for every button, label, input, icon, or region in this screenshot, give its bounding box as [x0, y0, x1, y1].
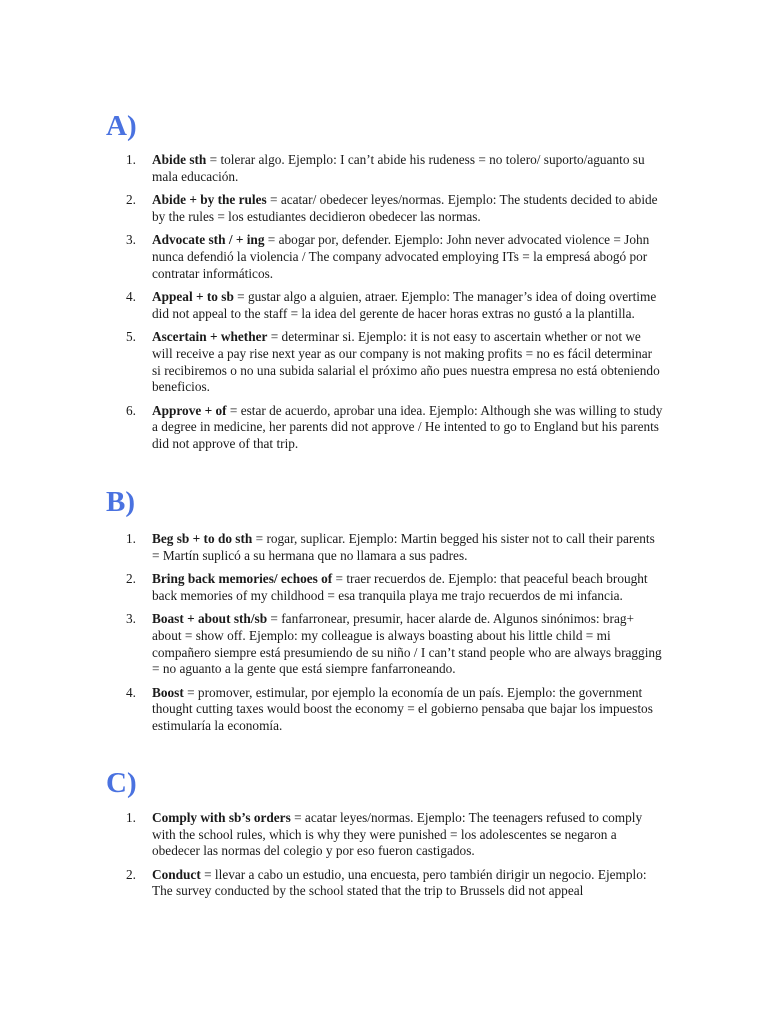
term: Abide + by the rules — [152, 192, 267, 208]
term: Approve + of — [152, 402, 227, 418]
list-item — [0, 685, 768, 735]
definition-list — [0, 531, 768, 742]
definition: = acatar leyes/normas. Ejemplo: The teenagers refused to comply with the school rules, which is why they were punished = los adolescentes se negaron a obedecer las normas del colegio y por eso fueron castigados. — [152, 810, 643, 859]
item-number: 1. — [126, 152, 136, 167]
item-number: 4. — [126, 289, 136, 305]
item-number: 5. — [126, 329, 136, 345]
term: Beg sb + to do sth — [152, 531, 253, 546]
section-heading: C) — [106, 767, 137, 799]
list-item — [0, 531, 768, 564]
section-heading: A) — [106, 110, 137, 142]
list-item — [0, 571, 768, 604]
list-item — [0, 289, 768, 322]
item-text — [152, 232, 664, 282]
definition: = fanfarronear, presumir, hacer alarde de. Algunos sinónimos: brag+ about = show off. Ejemplo: my colleague is always boasting about his little child = mi compañero siempre está presumiendo de su niño / I can’t stand people who are always bragging = no aguanto a la gente que está siempre fanfarroneando. — [152, 611, 662, 677]
item-number: 1. — [126, 810, 136, 825]
list-item — [0, 329, 768, 395]
definition: = llevar a cabo un estudio, una encuesta, pero también dirigir un negocio. Ejemplo: The survey conducted by the school stated that the trip to Brussels did not appeal — [152, 866, 647, 899]
definition-list — [0, 152, 768, 460]
term: Conduct — [152, 866, 201, 882]
item-number: 3. — [126, 611, 136, 627]
definition: = traer recuerdos de. Ejemplo: that peaceful beach brought back memories of my childhood = esa tranquila playa me trajo recuerdos de mi infancia. — [152, 571, 648, 603]
definition: = determinar si. Ejemplo: it is not easy to ascertain whether or not we will receive a pay rise next year as our company is not making profits = no es fácil determinar si recibiremos o no una subida salarial el próximo año pues nuestra empresa no está obteniendo beneficios. — [152, 329, 660, 395]
list-item — [0, 867, 768, 900]
item-text — [152, 685, 664, 735]
definition: = acatar/ obedecer leyes/normas. Ejemplo: The students decided to abide by the rules = los estudiantes decidieron obedecer las normas. — [152, 192, 658, 224]
item-text — [152, 192, 664, 225]
item-number: 2. — [126, 571, 136, 587]
item-number: 1. — [126, 531, 136, 546]
item-text — [152, 403, 664, 453]
term: Appeal + to sb — [152, 289, 234, 305]
item-number: 4. — [126, 684, 136, 700]
term: Bring back memories/ echoes of — [152, 571, 333, 587]
list-item — [0, 403, 768, 453]
definition: = estar de acuerdo, aprobar una idea. Ejemplo: Although she was willing to study a degree in medicine, her parents did not approve / He intented to go to England but his parents did not approve of that trip. — [152, 402, 663, 451]
item-text — [152, 867, 664, 900]
term: Abide sth — [152, 152, 207, 167]
term: Boast + about sth/sb — [152, 611, 268, 627]
definition-list — [0, 810, 768, 907]
item-text — [152, 152, 664, 185]
list-item — [0, 810, 768, 860]
definition: = gustar algo a alguien, atraer. Ejemplo: The manager’s idea of doing overtime did not appeal to the staff = la idea del gerente de hacer horas extras no gustó a la plantilla. — [152, 289, 657, 321]
list-item — [0, 152, 768, 185]
term: Comply with sb’s orders — [152, 810, 291, 825]
list-item — [0, 232, 768, 282]
item-number: 2. — [126, 866, 136, 882]
term: Boost — [152, 684, 184, 700]
item-text — [152, 611, 664, 677]
item-text — [152, 329, 664, 395]
item-text — [152, 531, 664, 564]
item-number: 3. — [126, 232, 136, 248]
item-number: 6. — [126, 402, 136, 418]
item-text — [152, 289, 664, 322]
definition: = abogar por, defender. Ejemplo: John never advocated violence = John nunca defendió la violencia / The company advocated employing ITs = la empresá abogó por contratar informáticos. — [152, 232, 650, 281]
item-text — [152, 571, 664, 604]
section-heading: B) — [106, 486, 135, 518]
definition: = promover, estimular, por ejemplo la economía de un país. Ejemplo: the government thought cutting taxes would boost the economy = el gobierno pensaba que bajar los impuestos estimularía la economía. — [152, 684, 653, 733]
item-number: 2. — [126, 192, 136, 208]
term: Ascertain + whether — [152, 329, 268, 345]
definition: = tolerar algo. Ejemplo: I can’t abide his rudeness = no tolero/ suporto/aguanto su mala educación. — [152, 152, 645, 184]
definition: = rogar, suplicar. Ejemplo: Martin begged his sister not to call their parents = Martín suplicó a su hermana que no llamara a sus padres. — [152, 531, 655, 563]
list-item — [0, 611, 768, 677]
item-text — [152, 810, 664, 860]
term: Advocate sth / + ing — [152, 232, 265, 248]
list-item — [0, 192, 768, 225]
